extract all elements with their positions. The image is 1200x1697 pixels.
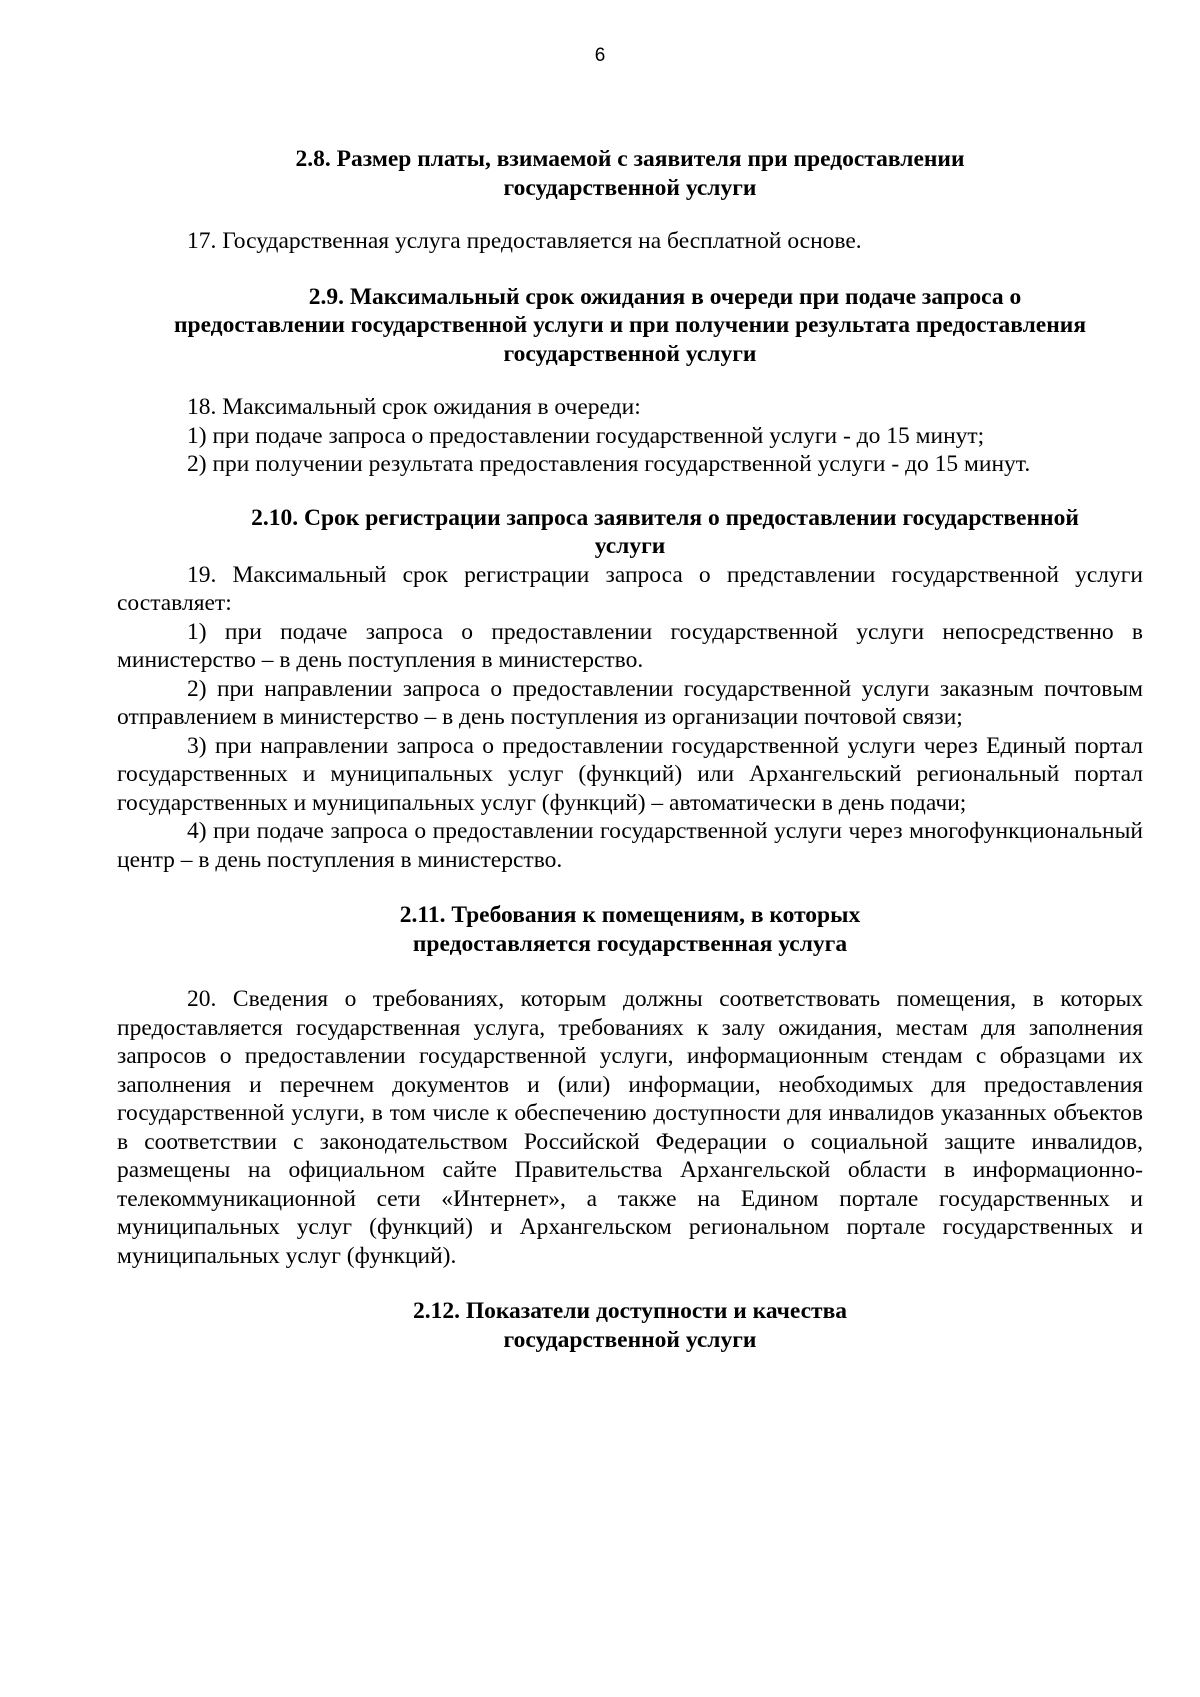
paragraph-17: 17. Государственная услуга предоставляется на бесплатной основе. xyxy=(187,228,862,254)
heading-line: услуги xyxy=(594,533,666,559)
paragraph-19: 19. Максимальный срок регистрации запроса о представлении государственной услуги составляет: xyxy=(117,561,1143,616)
heading-line: государственной услуги xyxy=(503,340,757,367)
heading-line: 2.10. Срок регистрации запроса заявителя о предоставлении государственной xyxy=(251,504,1079,531)
paragraph-18-2: 2) при получении результата предоставления государственной услуги - до 15 минут. xyxy=(187,451,1031,477)
page-number: 6 xyxy=(594,45,606,66)
section-heading-2-9 xyxy=(117,283,1143,369)
heading-line: государственной услуги xyxy=(503,1326,757,1353)
document-body xyxy=(117,145,1143,1354)
heading-line: государственной услуги xyxy=(503,174,757,201)
heading-line: 2.9. Максимальный срок ожидания в очереди при подаче запроса о xyxy=(308,283,1022,310)
paragraph-20: 20. Сведения о требованиях, которым должны соответствовать помещения, в которых предоставляется государственная услуга, требованиях к залу ожидания, местам для заполнения запросов о предоставлении государственной услуги, информационным стендам с образцами их заполнения и перечнем документов и (или) информации, необходимых для предоставления государственной услуги, в том числе к обеспечению доступности для инвалидов указанных объектов в соответствии с законодательством Российской Федерации о социальной защите инвалидов, размещены на официальном сайте Правительства Архангельской области в информационно-телекоммуникационной сети «Интернет», а также на Едином портале государственных и муниципальных услуг (функций) и Архангельском региональном портале государственных и муниципальных услуг (функций). xyxy=(117,986,1143,1269)
paragraph-19-1: 1) при подаче запроса о предоставлении государственной услуги непосредственно в министерство – в день поступления в министерство. xyxy=(117,618,1143,673)
paragraph-18: 18. Максимальный срок ожидания в очереди: xyxy=(187,394,641,420)
section-heading-2-12 xyxy=(117,1297,1143,1354)
paragraph-19-3: 3) при направлении запроса о предоставлении государственной услуги через Единый портал государственных и муниципальных услуг (функций) или Архангельский региональный портал государственных и муниципальных услуг (функций) – автоматически в день подачи; xyxy=(117,732,1143,816)
heading-line: 2.8. Размер платы, взимаемой с заявителя при предоставлении xyxy=(295,146,965,172)
heading-line: 2.12. Показатели доступности и качества xyxy=(412,1298,848,1324)
section-heading-2-8 xyxy=(117,145,1143,202)
paragraph-19-4: 4) при подаче запроса о предоставлении государственной услуги через многофункциональный центр – в день поступления в министерство. xyxy=(117,818,1143,873)
heading-line: предоставлении государственной услуги и при получении результата предоставления xyxy=(173,312,1087,338)
section-heading-2-10 xyxy=(117,504,1143,561)
paragraph-18-1: 1) при подаче запроса о предоставлении государственной услуги - до 15 минут; xyxy=(187,422,985,449)
heading-line: 2.11. Требования к помещениям, в которых xyxy=(399,902,861,928)
section-heading-2-11 xyxy=(117,901,1143,958)
paragraph-19-2: 2) при направлении запроса о предоставлении государственной услуги заказным почтовым отправлением в министерство – в день поступления из организации почтовой связи; xyxy=(117,675,1143,730)
heading-line: предоставляется государственная услуга xyxy=(412,930,848,957)
